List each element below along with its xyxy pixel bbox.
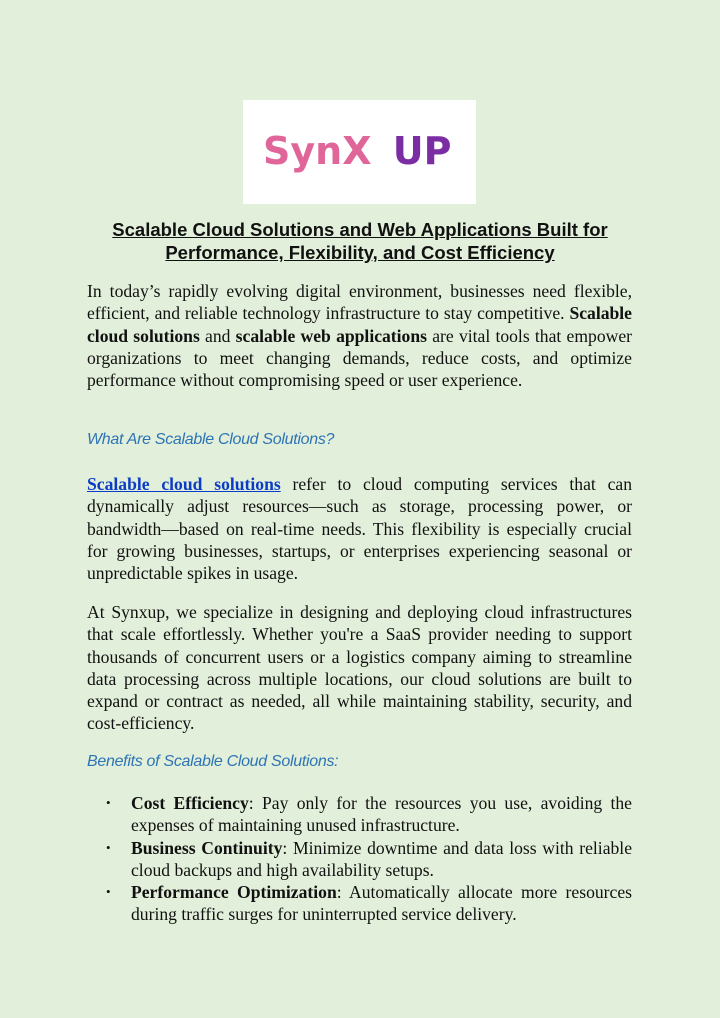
list-item-title: Cost Efficiency bbox=[131, 793, 249, 813]
list-item bbox=[87, 881, 632, 926]
document-title: Scalable Cloud Solutions and Web Applications Built for Performance, Flexibility, and Cost Efficiency bbox=[112, 219, 608, 263]
section1-paragraph-2: At Synxup, we specialize in designing and deploying cloud infrastructures that scale effortlessly. Whether you're a SaaS provider needing to support thousands of concurrent users or a logistics company aiming to streamline data processing across multiple locations, our cloud solutions are built to expand or contract as needed, all while maintaining stability, security, and cost-efficiency. bbox=[87, 602, 632, 734]
bullet-icon: • bbox=[106, 795, 111, 810]
intro-text-b: and bbox=[199, 325, 236, 346]
section1-p1-text: refer to cloud computing services that can dynamically adjust resources—such as storage, processing power, or bandwidth—based on real-time needs. This flexibility is especially crucial for growing businesses, startups, or enterprises experiencing seasonal or unpredictable spikes in usage. bbox=[87, 474, 632, 584]
intro-text-c: are vital tools that empower organizations to meet changing demands, reduce costs, and optimize performance without compromising speed or user experience. bbox=[87, 325, 632, 391]
section1-heading: What Are Scalable Cloud Solutions? bbox=[87, 431, 335, 448]
scalable-cloud-solutions-link[interactable]: Scalable cloud solutions bbox=[87, 474, 281, 494]
list-item bbox=[87, 792, 632, 837]
benefits-list bbox=[87, 792, 632, 926]
logo bbox=[243, 100, 476, 204]
bullet-icon: • bbox=[106, 839, 111, 855]
list-item-text: : Minimize downtime and data loss with reliable cloud backups and high availability setups. bbox=[131, 837, 633, 880]
intro-bold-2: scalable web applications bbox=[235, 325, 427, 346]
section2-heading: Benefits of Scalable Cloud Solutions: bbox=[87, 753, 339, 770]
list-item-text: : Automatically allocate more resources during traffic surges for uninterrupted service delivery. bbox=[131, 882, 632, 925]
logo-graphic bbox=[243, 100, 476, 204]
intro-text-a: In today’s rapidly evolving digital environment, businesses need flexible, efficient, and reliable technology infrastructure to stay competitive. bbox=[87, 281, 632, 324]
list-item bbox=[87, 837, 632, 882]
bullet-icon: • bbox=[106, 884, 111, 900]
logo-text-up: UP bbox=[392, 129, 452, 173]
list-item-text: : Pay only for the resources you use, avoiding the expenses of maintaining unused infrastructure. bbox=[131, 793, 632, 836]
list-item-title: Business Continuity bbox=[131, 837, 283, 858]
section1-paragraph-1 bbox=[87, 473, 632, 584]
logo-text-synx: SynX bbox=[263, 129, 372, 173]
intro-bold-1: Scalable cloud solutions bbox=[87, 303, 632, 346]
logo-text bbox=[263, 129, 451, 173]
intro-paragraph bbox=[87, 280, 632, 391]
list-item-title: Performance Optimization bbox=[131, 882, 337, 903]
